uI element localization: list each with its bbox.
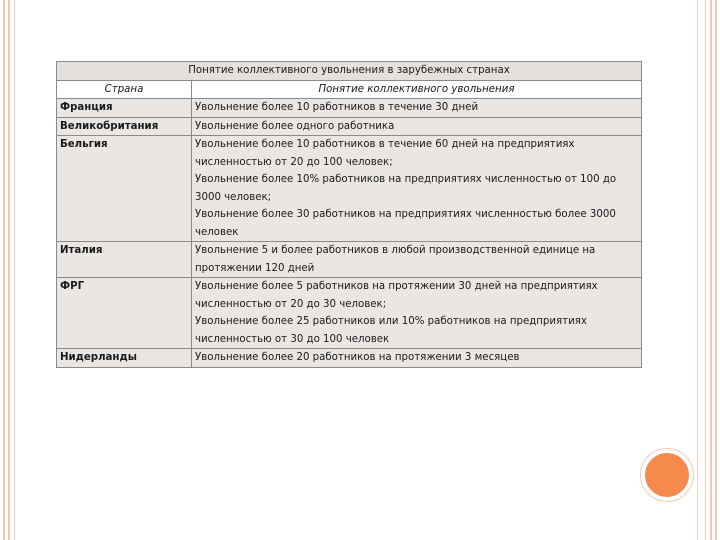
definition-line: Увольнение более 30 работников на предприятиях численностью более 3000 — [195, 209, 616, 220]
table-title: Понятие коллективного увольнения в зарубежных странах — [57, 62, 642, 81]
definition-cell — [192, 136, 642, 242]
country-cell: Бельгия — [57, 136, 192, 242]
right-frame-border — [705, 0, 720, 540]
column-header-country: Страна — [57, 80, 192, 99]
table-row — [57, 99, 642, 118]
table-row — [57, 349, 642, 368]
definition-line: Увольнение более 20 работников на протяжении 3 месяцев — [195, 352, 520, 363]
table-row — [57, 136, 642, 242]
country-cell: Италия — [57, 242, 192, 278]
definition-line: 3000 человек; — [195, 191, 272, 203]
definition-line: Увольнение более 25 работников или 10% работников на предприятиях — [195, 316, 587, 327]
definition-line: Увольнение 5 и более работников в любой производственной единице на — [195, 245, 596, 256]
country-cell: Великобритания — [57, 117, 192, 136]
definition-line: человек — [195, 226, 239, 238]
definition-cell — [192, 278, 642, 349]
table-row — [57, 117, 642, 136]
definition-line: численностью от 20 до 30 человек; — [195, 298, 387, 310]
table-row — [57, 278, 642, 349]
dismissal-table — [56, 61, 642, 368]
definition-cell — [192, 349, 642, 368]
definition-line: Увольнение более 10 работников в течение 60 дней на предприятиях — [195, 139, 575, 150]
table-title-row — [57, 62, 642, 81]
definition-line: Увольнение более одного работника — [195, 120, 395, 132]
definition-line: протяжении 120 дней — [195, 262, 315, 274]
definition-line: Увольнение более 10 работников в течение 30 дней — [195, 102, 479, 113]
country-cell: Франция — [57, 99, 192, 118]
definition-cell — [192, 242, 642, 278]
table-row — [57, 242, 642, 278]
decorative-circle — [641, 449, 693, 501]
definition-cell — [192, 117, 642, 136]
country-cell: ФРГ — [57, 278, 192, 349]
right-frame-line — [697, 0, 698, 540]
left-frame-border — [0, 0, 15, 540]
definition-line: Увольнение более 5 работников на протяжении 30 дней на предприятиях — [195, 281, 598, 292]
column-header-definition: Понятие коллективного увольнения — [192, 80, 642, 99]
definition-line: численностью от 30 до 100 человек — [195, 333, 390, 345]
definition-line: численностью от 20 до 100 человек; — [195, 156, 393, 168]
table-header-row — [57, 80, 642, 99]
definition-line: Увольнение более 10% работников на предприятиях численностью от 100 до — [195, 174, 617, 185]
country-cell: Нидерланды — [57, 349, 192, 368]
definition-cell — [192, 99, 642, 118]
